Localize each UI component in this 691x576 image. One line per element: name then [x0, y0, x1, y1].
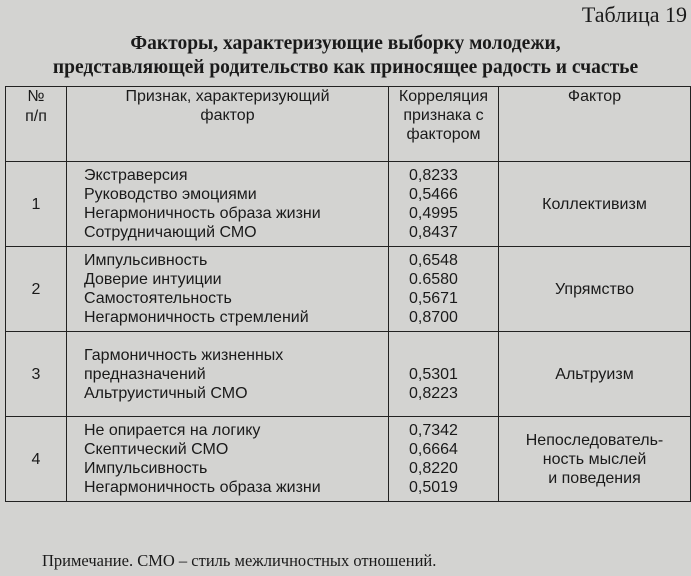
factor-line: Упрямство — [554, 280, 635, 298]
feature-item: Импульсивность — [84, 252, 208, 269]
table-note: Примечание. СМО – стиль межличностных отношений. — [42, 551, 437, 570]
table-row — [6, 332, 691, 417]
row-factor — [499, 332, 691, 417]
row-number: 3 — [6, 332, 67, 417]
row-factor — [499, 162, 691, 247]
header-num — [6, 87, 67, 162]
header-num-line: п/п — [25, 108, 47, 125]
table-row — [6, 162, 691, 247]
row-number: 4 — [6, 417, 67, 502]
factor-line: и поведения — [548, 469, 641, 487]
table-row — [6, 417, 691, 502]
row-features — [67, 247, 389, 332]
header-feature-line: фактор — [200, 107, 255, 124]
row-features — [67, 162, 389, 247]
feature-item: Не опирается на логику — [84, 422, 261, 439]
correlation-value: 0,5301 — [409, 365, 458, 383]
factor-line: Непоследователь- — [525, 431, 664, 449]
header-num-line: № — [27, 88, 45, 105]
correlation-value: 0,5019 — [409, 479, 458, 496]
row-number: 2 — [6, 247, 67, 332]
correlation-value: 0,8223 — [409, 384, 458, 402]
table-number: Таблица 19 — [581, 2, 687, 27]
header-correlation-line: Корреляция — [398, 88, 489, 105]
header-correlation — [389, 87, 499, 162]
header-factor: Фактор — [499, 87, 691, 162]
table-title — [0, 32, 691, 80]
header-feature — [67, 87, 389, 162]
feature-item: Негармоничность образа жизни — [84, 205, 321, 222]
correlation-value: 0,6548 — [409, 252, 458, 269]
row-correlations — [389, 417, 499, 502]
correlation-value: 0,5466 — [409, 186, 458, 203]
correlation-value: 0,8437 — [409, 224, 458, 241]
factor-line: Коллективизм — [542, 195, 647, 213]
title-line-1: Факторы, характеризующие выборку молодежи, — [130, 33, 561, 54]
row-number: 1 — [6, 162, 67, 247]
factors-table — [5, 86, 691, 502]
row-features — [67, 332, 389, 417]
feature-item: предназначений — [84, 365, 206, 383]
feature-item: Импульсивность — [84, 460, 208, 477]
factor-line: ность мыслей — [542, 450, 647, 468]
feature-item: Сотрудничающий СМО — [84, 224, 257, 241]
feature-item: Доверие интуиции — [84, 271, 222, 288]
header-correlation-line: фактором — [406, 126, 481, 143]
correlation-value: 0,8233 — [409, 167, 458, 184]
correlation-value: 0,8220 — [409, 460, 458, 477]
correlation-value: 0,4995 — [409, 205, 458, 222]
feature-item: Негармоничность образа жизни — [84, 479, 321, 496]
correlation-value: 0,6664 — [409, 441, 458, 458]
feature-item: Альтруистичный СМО — [84, 384, 248, 402]
correlation-value — [409, 346, 498, 365]
row-factor — [499, 417, 691, 502]
header-row — [6, 87, 691, 162]
feature-item: Негармоничность стремлений — [84, 309, 309, 326]
title-line-2: представляющей родительство как приносящее радость и счастье — [52, 57, 639, 78]
header-correlation-line: признака с — [403, 107, 484, 124]
factor-line: Альтруизм — [555, 365, 634, 383]
feature-item: Самостоятельность — [84, 290, 232, 307]
feature-item: Скептический СМО — [84, 441, 229, 458]
row-correlations — [389, 247, 499, 332]
correlation-value: 0,8700 — [409, 309, 458, 326]
feature-item: Гармоничность жизненных — [84, 346, 284, 364]
feature-item: Руководство эмоциями — [84, 186, 257, 203]
table-row — [6, 247, 691, 332]
row-correlations — [389, 332, 499, 417]
header-feature-line: Признак, характеризующий — [125, 88, 330, 105]
row-factor — [499, 247, 691, 332]
correlation-value: 0,7342 — [409, 422, 458, 439]
correlation-value: 0.6580 — [409, 271, 458, 288]
row-correlations — [389, 162, 499, 247]
row-features — [67, 417, 389, 502]
feature-item: Экстраверсия — [84, 167, 188, 184]
correlation-value: 0,5671 — [409, 290, 458, 307]
